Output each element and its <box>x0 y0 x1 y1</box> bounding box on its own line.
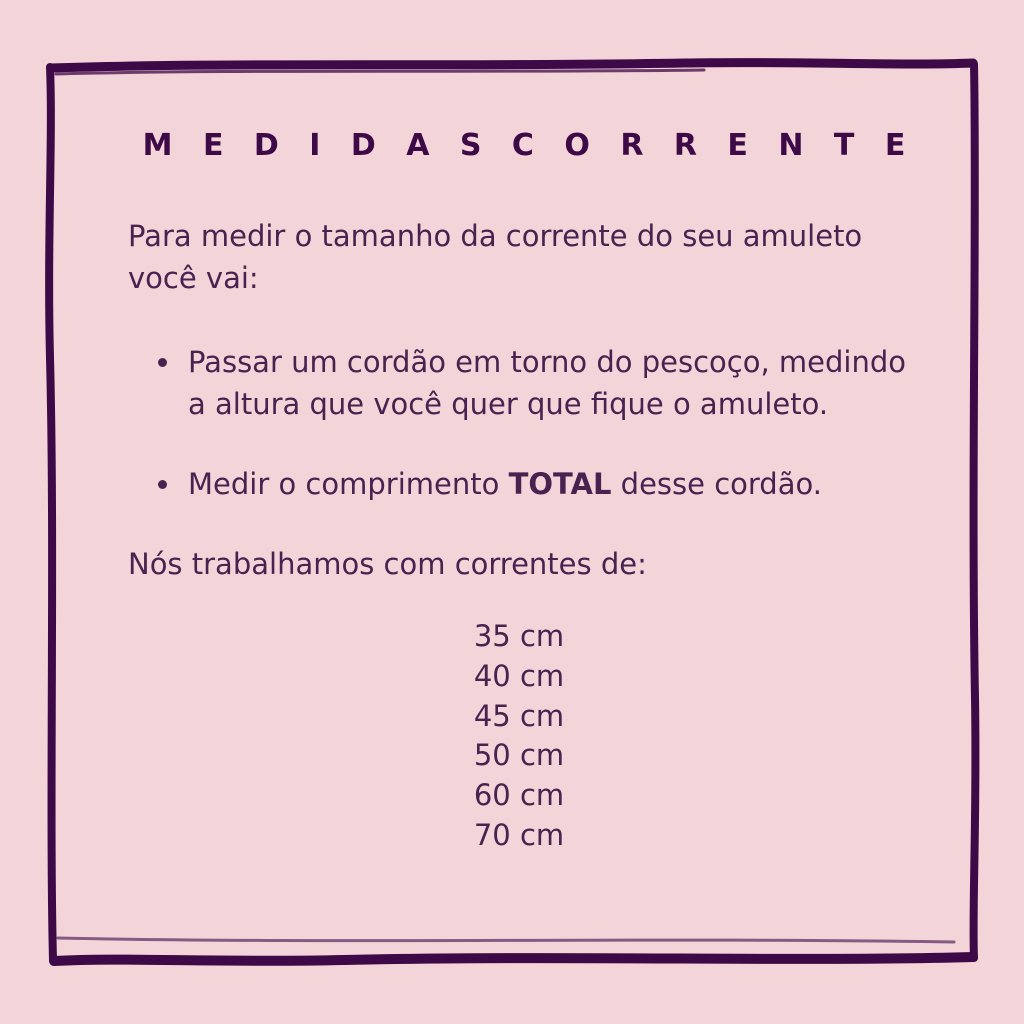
sizes-list <box>128 617 920 855</box>
size-item: 60 cm <box>473 778 565 813</box>
sizes-lead-text: Nós trabalhamos com correntes de: <box>128 547 647 582</box>
page-title: M E D I D A S C O R R E N T E <box>142 128 916 163</box>
size-item: 35 cm <box>473 619 565 654</box>
list-item <box>156 463 920 505</box>
intro-text: Para medir o tamanho da corrente do seu amuleto você vai: <box>128 219 863 296</box>
size-item: 45 cm <box>473 698 565 733</box>
size-item: 70 cm <box>473 817 565 852</box>
step-text-after: desse cordão. <box>611 467 822 502</box>
steps-list <box>128 341 920 505</box>
step-text: Passar um cordão em torno do pescoço, medindo a altura que você quer que fique o amuleto. <box>188 345 906 422</box>
size-item: 50 cm <box>473 738 565 773</box>
list-item <box>156 341 920 425</box>
size-item: 40 cm <box>473 659 565 693</box>
step-emphasis: TOTAL <box>508 467 612 502</box>
step-text-before: Medir o comprimento <box>188 467 509 502</box>
